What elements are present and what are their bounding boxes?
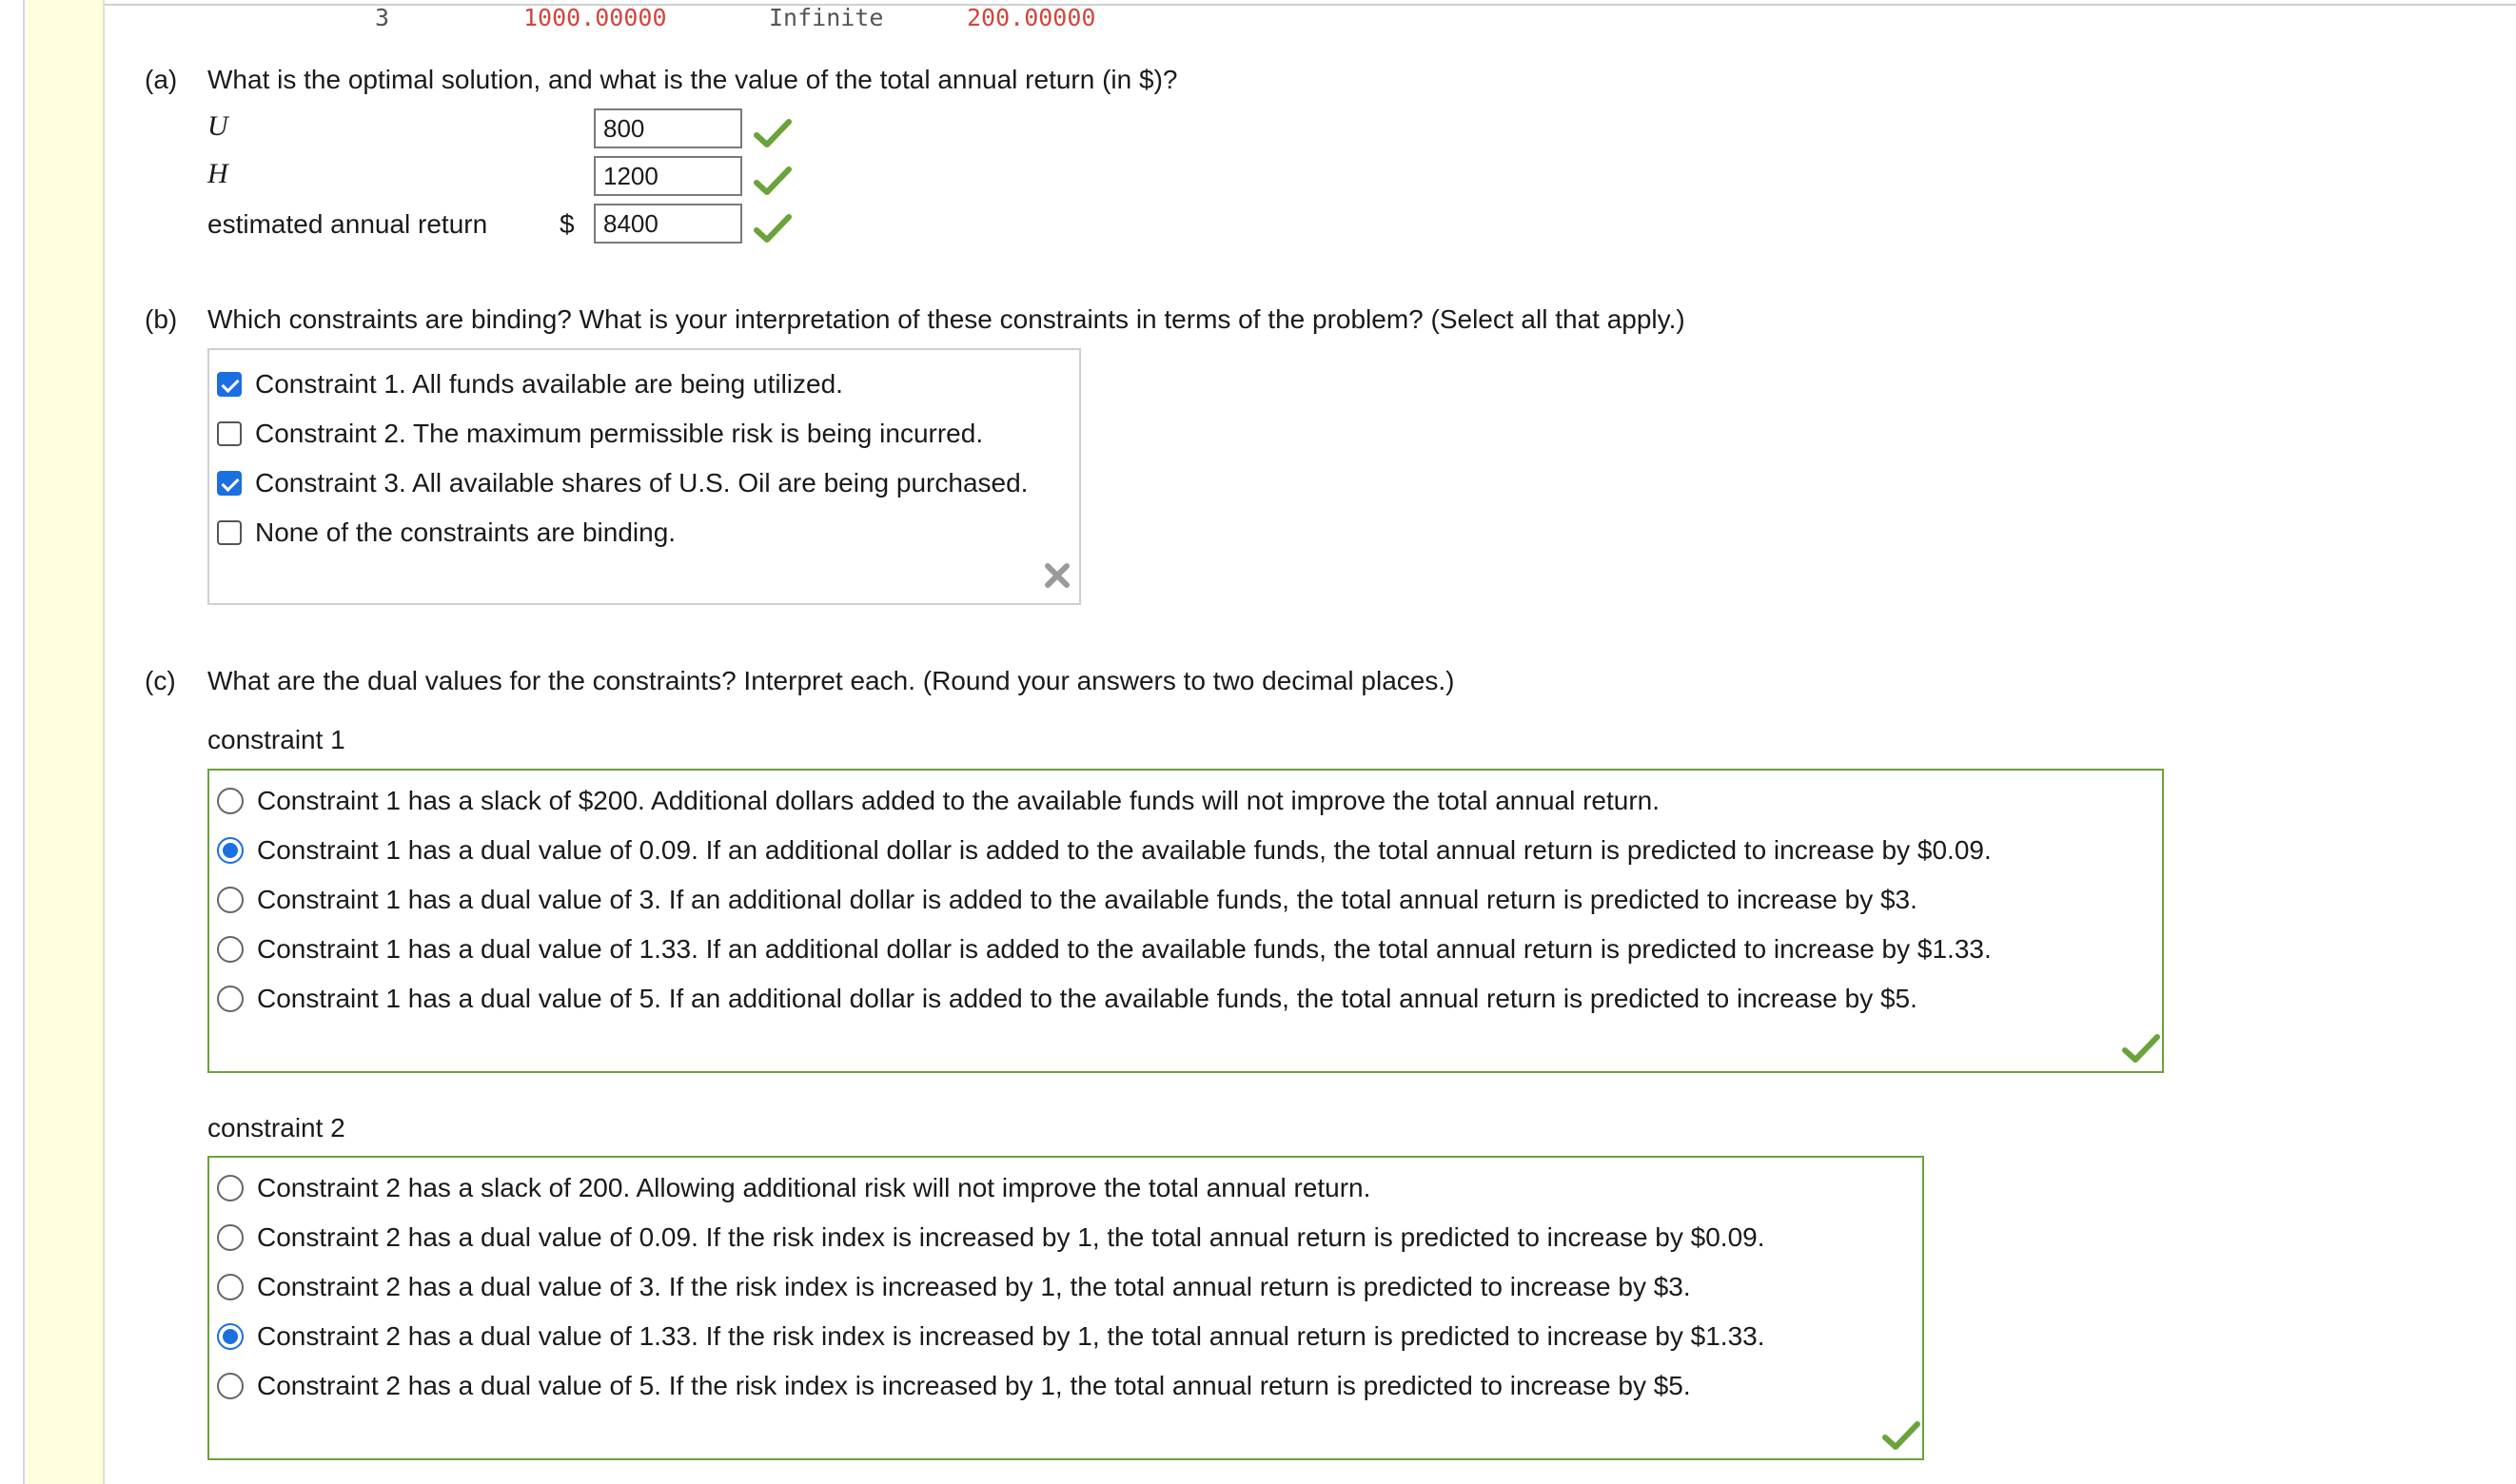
table-row-allowable-decrease: 200.00000 bbox=[967, 4, 1096, 31]
constraint-2-option-3[interactable] bbox=[217, 1266, 1691, 1308]
option-label: Constraint 1. All funds available are being utilized. bbox=[255, 369, 843, 399]
check-icon bbox=[2122, 1033, 2160, 1064]
part-b-label: (b) bbox=[145, 304, 178, 334]
option-label: Constraint 2 has a dual value of 5. If the risk index is increased by 1, the total annual return is predicted to increase by $5. bbox=[257, 1371, 1691, 1400]
left-gutter bbox=[0, 0, 25, 1484]
radio-unselected[interactable] bbox=[217, 1373, 244, 1399]
table-row-current-value: 1000.00000 bbox=[523, 4, 667, 31]
constraint-2-option-2[interactable] bbox=[217, 1217, 1765, 1259]
option-label: Constraint 1 has a dual value of 0.09. If an additional dollar is added to the available funds, the total annual return is predicted to increase by $0.09. bbox=[257, 835, 1992, 865]
binding-constraints-box bbox=[207, 348, 1081, 605]
constraint-1-option-2[interactable] bbox=[217, 830, 1992, 871]
radio-unselected[interactable] bbox=[217, 788, 244, 814]
binding-option-2[interactable] bbox=[217, 413, 983, 455]
binding-option-4[interactable] bbox=[217, 512, 676, 554]
option-label: Constraint 2 has a dual value of 1.33. If the risk index is increased by 1, the total annual return is predicted to increase by $1.33. bbox=[257, 1321, 1765, 1351]
option-label: Constraint 2 has a slack of 200. Allowing additional risk will not improve the total annual return. bbox=[257, 1173, 1371, 1202]
radio-selected[interactable] bbox=[217, 837, 244, 864]
part-c-question: What are the dual values for the constraints? Interpret each. (Round your answers to two decimal places.) bbox=[207, 666, 1455, 695]
option-label: Constraint 1 has a dual value of 1.33. If an additional dollar is added to the available funds, the total annual return is predicted to increase by $1.33. bbox=[257, 934, 1992, 964]
constraint-2-option-5[interactable] bbox=[217, 1365, 1691, 1407]
variable-u-input[interactable] bbox=[594, 108, 742, 148]
constraint-2-box bbox=[207, 1156, 1924, 1460]
binding-option-1[interactable] bbox=[217, 363, 843, 405]
part-a-question: What is the optimal solution, and what is the value of the total annual return (in $)? bbox=[207, 65, 1178, 94]
constraint-1-title: constraint 1 bbox=[207, 725, 345, 754]
annual-return-input[interactable] bbox=[594, 204, 742, 244]
checkbox-unchecked[interactable] bbox=[217, 520, 242, 545]
part-b-question: Which constraints are binding? What is your interpretation of these constraints in terms of the problem? (Select all that apply.) bbox=[207, 304, 1685, 334]
check-icon bbox=[754, 213, 792, 244]
constraint-2-option-1[interactable] bbox=[217, 1167, 1370, 1209]
part-c-label: (c) bbox=[145, 666, 176, 695]
option-label: Constraint 2. The maximum permissible risk is being incurred. bbox=[255, 419, 984, 448]
table-row-allowable-increase: Infinite bbox=[769, 4, 884, 31]
check-icon bbox=[754, 166, 792, 196]
check-icon bbox=[1882, 1420, 1920, 1451]
option-label: None of the constraints are binding. bbox=[255, 517, 677, 547]
radio-unselected[interactable] bbox=[217, 887, 244, 913]
constraint-1-box bbox=[207, 769, 2164, 1073]
checkbox-checked[interactable] bbox=[217, 471, 242, 496]
variable-h-label: H bbox=[207, 158, 228, 189]
dollar-sign: $ bbox=[560, 209, 575, 239]
radio-unselected[interactable] bbox=[217, 986, 244, 1012]
part-a-label: (a) bbox=[145, 65, 178, 94]
option-label: Constraint 3. All available shares of U.S. Oil are being purchased. bbox=[255, 468, 1029, 498]
constraint-2-option-4[interactable] bbox=[217, 1316, 1765, 1357]
checkbox-unchecked[interactable] bbox=[217, 421, 242, 446]
variable-h-input[interactable] bbox=[594, 156, 742, 196]
constraint-2-title: constraint 2 bbox=[207, 1113, 345, 1142]
constraint-1-option-5[interactable] bbox=[217, 978, 1917, 1020]
binding-option-3[interactable] bbox=[217, 462, 1028, 504]
annual-return-label: estimated annual return bbox=[207, 209, 488, 239]
radio-unselected[interactable] bbox=[217, 1274, 244, 1300]
constraint-1-option-3[interactable] bbox=[217, 879, 1917, 921]
radio-unselected[interactable] bbox=[217, 936, 244, 963]
radio-selected[interactable] bbox=[217, 1323, 244, 1350]
option-label: Constraint 2 has a dual value of 0.09. If the risk index is increased by 1, the total annual return is predicted to increase by $0.09. bbox=[257, 1222, 1765, 1252]
x-icon bbox=[1043, 561, 1071, 590]
question-margin-strip bbox=[27, 0, 105, 1484]
option-label: Constraint 1 has a dual value of 5. If an additional dollar is added to the available funds, the total annual return is predicted to increase by $5. bbox=[257, 984, 1917, 1013]
radio-unselected[interactable] bbox=[217, 1224, 244, 1251]
option-label: Constraint 1 has a slack of $200. Additional dollars added to the available funds will not improve the total annual return. bbox=[257, 786, 1661, 815]
top-divider bbox=[105, 4, 2516, 6]
checkbox-checked[interactable] bbox=[217, 372, 242, 397]
constraint-1-option-1[interactable] bbox=[217, 780, 1660, 822]
radio-unselected[interactable] bbox=[217, 1175, 244, 1201]
option-label: Constraint 1 has a dual value of 3. If an additional dollar is added to the available funds, the total annual return is predicted to increase by $3. bbox=[257, 885, 1917, 914]
variable-u-label: U bbox=[207, 110, 228, 142]
check-icon bbox=[754, 118, 792, 148]
option-label: Constraint 2 has a dual value of 3. If the risk index is increased by 1, the total annual return is predicted to increase by $3. bbox=[257, 1272, 1691, 1301]
constraint-1-option-4[interactable] bbox=[217, 928, 1992, 970]
table-row-index: 3 bbox=[375, 4, 390, 31]
